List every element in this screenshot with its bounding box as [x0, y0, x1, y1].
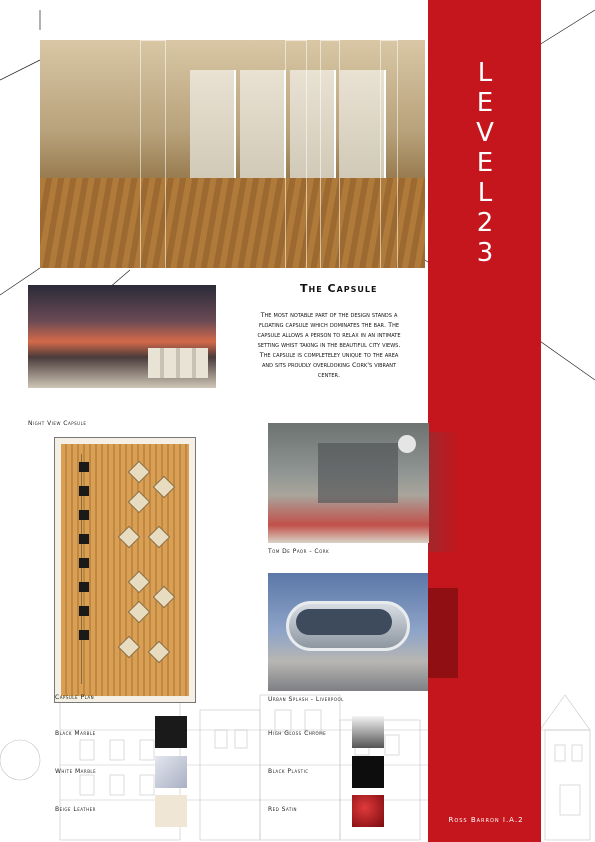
photo-shadow [428, 588, 458, 678]
author-credit: Ross Barron I.A.2 [448, 816, 524, 824]
window-panel [190, 70, 236, 190]
level-letter: L [477, 178, 493, 208]
render-strip [320, 40, 340, 270]
capsule-plan-drawing [55, 438, 195, 702]
level-letter: E [476, 88, 494, 118]
level-letter: L [477, 58, 493, 88]
material-label: Black Marble [55, 730, 96, 737]
render-strip [380, 40, 398, 270]
lounge-seat [128, 601, 151, 624]
stool [79, 582, 89, 592]
material-label: Red Satin [268, 806, 298, 813]
section-description: The most notable part of the design stands a floating capsule which dominates the bar. The capsule allows a person to relax in an intimate setting whist taking in the beautiful city views. The capsule is completeley unique to the area and sits proudly overlooking Cork's vibrant center. [257, 311, 401, 379]
material-label: Beige Leather [55, 806, 96, 813]
beige-leather-swatch [155, 795, 187, 827]
plan-caption: Capsule Plan [55, 694, 95, 701]
lounge-seat [148, 641, 171, 664]
level-letter: 2 [476, 208, 494, 238]
material-label: High Gloss Chrome [268, 730, 327, 737]
building-interior [318, 443, 398, 503]
wood-floor [40, 178, 425, 268]
lamp-globe [398, 435, 416, 453]
lounge-seat [148, 526, 171, 549]
lounge-seat [153, 586, 176, 609]
stool [79, 534, 89, 544]
lounge-seat [128, 461, 151, 484]
lounge-seat [128, 491, 151, 514]
stool [79, 510, 89, 520]
stool [79, 462, 89, 472]
material-label: White Marble [55, 768, 97, 775]
photo1-caption: Tom De Paor - Cork [268, 548, 330, 555]
photo-shadow [429, 432, 459, 552]
material-label: Black Plastic [268, 768, 309, 775]
lounge-seat [118, 526, 141, 549]
sofas [148, 348, 208, 378]
level-letter: 3 [476, 238, 494, 268]
render-strip [140, 40, 166, 270]
red-satin-swatch [352, 795, 384, 827]
night-view-image [28, 285, 216, 388]
capsule-window [296, 609, 392, 635]
stool [79, 486, 89, 496]
stool [79, 606, 89, 616]
chrome-swatch [352, 716, 384, 748]
stool [79, 630, 89, 640]
lounge-seat [128, 571, 151, 594]
lounge-seat [153, 476, 176, 499]
urban-splash-photo [268, 573, 428, 691]
hero-bar-render [40, 40, 425, 268]
black-marble-swatch [155, 716, 187, 748]
section-title: The Capsule [300, 282, 378, 295]
tom-de-paor-photo [268, 423, 429, 543]
night-view-caption: Night View Capsule [28, 420, 87, 427]
level-letter: V [476, 118, 494, 148]
lounge-seat [118, 636, 141, 659]
render-strip [285, 40, 307, 270]
stool [79, 558, 89, 568]
window-panel [240, 70, 286, 190]
black-plastic-swatch [352, 756, 384, 788]
white-marble-swatch [155, 756, 187, 788]
level-title [470, 58, 500, 268]
photo2-caption: Urban Splash - Liverpool [268, 696, 344, 703]
level-letter: E [476, 148, 494, 178]
